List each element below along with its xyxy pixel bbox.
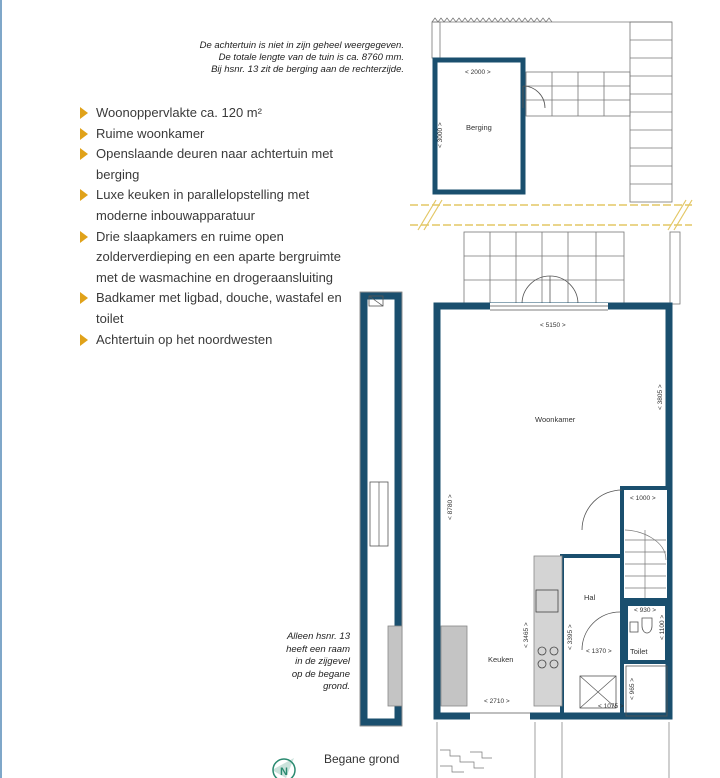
compass-letter: N <box>280 766 288 778</box>
compass-icon <box>272 758 295 778</box>
berging-shed <box>435 60 545 192</box>
feature-text: Achtertuin op het noordwesten <box>96 331 273 347</box>
feature-text: Woonoppervlakte ca. 120 m² <box>96 105 262 120</box>
dim-kitchen-depth: < 3465 > <box>523 622 530 648</box>
room-label-berging: Berging <box>466 123 492 132</box>
room-label-woonkamer: Woonkamer <box>535 415 576 424</box>
garden-note-line: De totale lengte van de tuin is ca. 8760 mm. <box>218 52 404 63</box>
dim-toilet-depth: < 1100 > <box>659 614 666 640</box>
stairs <box>582 488 669 600</box>
dim-meter-width: < 1075 > <box>598 703 624 710</box>
side-elevation <box>360 292 402 726</box>
feature-text: Openslaande deuren naar achtertuin met berging <box>96 146 334 182</box>
terrace-tiles <box>464 232 680 304</box>
dim-kitchen-width: < 2710 > <box>484 698 510 705</box>
fence-top <box>432 18 672 58</box>
feature-text: Ruime woonkamer <box>96 125 205 141</box>
dim-hall-depth: < 3395 > <box>567 624 574 650</box>
window-note-line: heeft een raam <box>286 643 350 655</box>
feature-text: Drie slaapkamers en ruime open zolderverdieping en een aparte bergruimte met de wasmachine en drogeraansluiting <box>96 228 341 285</box>
dim-living-width: < 5150 > <box>540 322 566 329</box>
kitchen <box>441 556 562 720</box>
garden-note-line: De achtertuin is niet in zijn geheel weergegeven. <box>199 40 404 51</box>
front-paving <box>437 722 669 778</box>
feature-text: Luxe keuken in parallelopstelling met moderne inbouwapparatuur <box>96 187 310 223</box>
plan-title: Begane grond <box>324 752 400 766</box>
dim-toilet-width: < 930 > <box>634 607 657 614</box>
toilet <box>626 604 667 716</box>
garden-note-line: Bij hsnr. 13 zit de berging aan de rechterzijde. <box>211 64 404 75</box>
dim-hall-width: < 1370 > <box>586 648 612 655</box>
window-note-line: Alleen hsnr. 13 <box>286 631 350 642</box>
room-label-toilet: Toilet <box>630 647 648 656</box>
garden-path <box>526 72 630 116</box>
dim-living-depth: < 3805 > <box>657 384 664 410</box>
dim-berging-width: < 2000 > <box>465 69 491 76</box>
dim-total-depth: < 8780 > <box>447 494 454 520</box>
window-note-line: grond. <box>323 681 350 692</box>
window-note-line: in de zijgevel <box>295 656 350 667</box>
dim-stair-width: < 1000 > <box>630 495 656 502</box>
window-note-line: op de begane <box>291 668 350 680</box>
room-label-hal: Hal <box>584 593 596 602</box>
toilet-bowl-icon <box>642 618 652 633</box>
dim-berging-depth: < 3000 > <box>437 122 444 148</box>
hall <box>562 556 624 716</box>
break-line <box>410 200 692 230</box>
sink-icon <box>630 622 638 632</box>
dim-meter-depth: < 965 > <box>629 677 636 700</box>
room-label-keuken: Keuken <box>488 655 514 664</box>
garden-fence-right <box>630 22 672 202</box>
feature-text: Badkamer met ligbad, douche, wastafel en toilet <box>96 290 342 326</box>
